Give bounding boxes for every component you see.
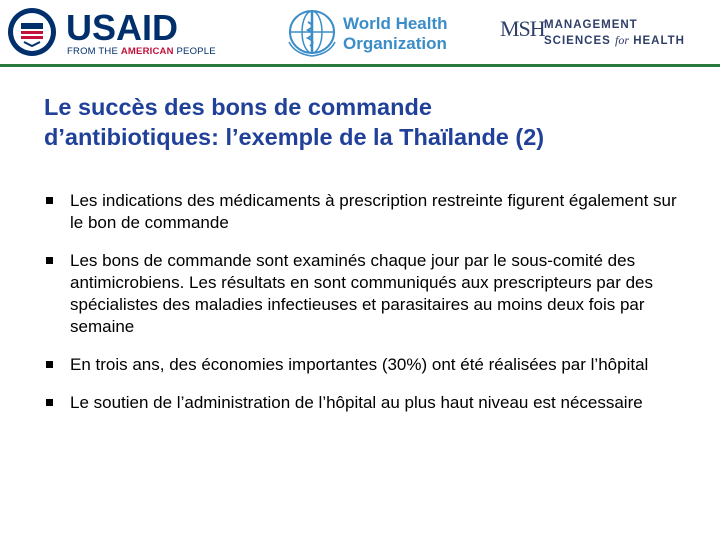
msh-wordmark: MANAGEMENT SCIENCES for HEALTH xyxy=(544,19,685,47)
bullet-square-icon xyxy=(46,399,53,406)
header-divider xyxy=(0,64,720,67)
usaid-seal-icon xyxy=(6,6,60,58)
bullet-list xyxy=(44,190,694,430)
msh-logo xyxy=(498,10,708,54)
usaid-logo xyxy=(6,6,216,58)
msh-monogram: MSH xyxy=(500,16,545,41)
who-logo xyxy=(285,8,455,58)
usaid-wordmark: USAID xyxy=(66,7,179,48)
who-emblem-icon xyxy=(285,8,339,58)
logo-bar xyxy=(0,0,720,66)
bullet-item: Les bons de commande sont examinés chaque jour par le sous-comité des antimicrobiens. Les résultats en sont communiqués aux prescripteurs par des spécialistes des maladies infectieuses et parasitaires au moins deux fois par semaine xyxy=(44,250,694,338)
bullet-square-icon xyxy=(46,257,53,264)
bullet-item: Les indications des médicaments à prescription restreinte figurent également sur le bon de commande xyxy=(44,190,694,234)
usaid-tagline: FROM THE AMERICAN PEOPLE xyxy=(67,46,216,57)
bullet-item: Le soutien de l’administration de l’hôpital au plus haut niveau est nécessaire xyxy=(44,392,694,414)
slide-title: Le succès des bons de commande d’antibiotiques: l’exemple de la Thaïlande (2) xyxy=(44,94,545,150)
bullet-square-icon xyxy=(46,361,53,368)
who-wordmark: World Health Organization xyxy=(343,14,448,53)
bullet-square-icon xyxy=(46,197,53,204)
bullet-item: En trois ans, des économies importantes (30%) ont été réalisées par l’hôpital xyxy=(44,354,694,376)
